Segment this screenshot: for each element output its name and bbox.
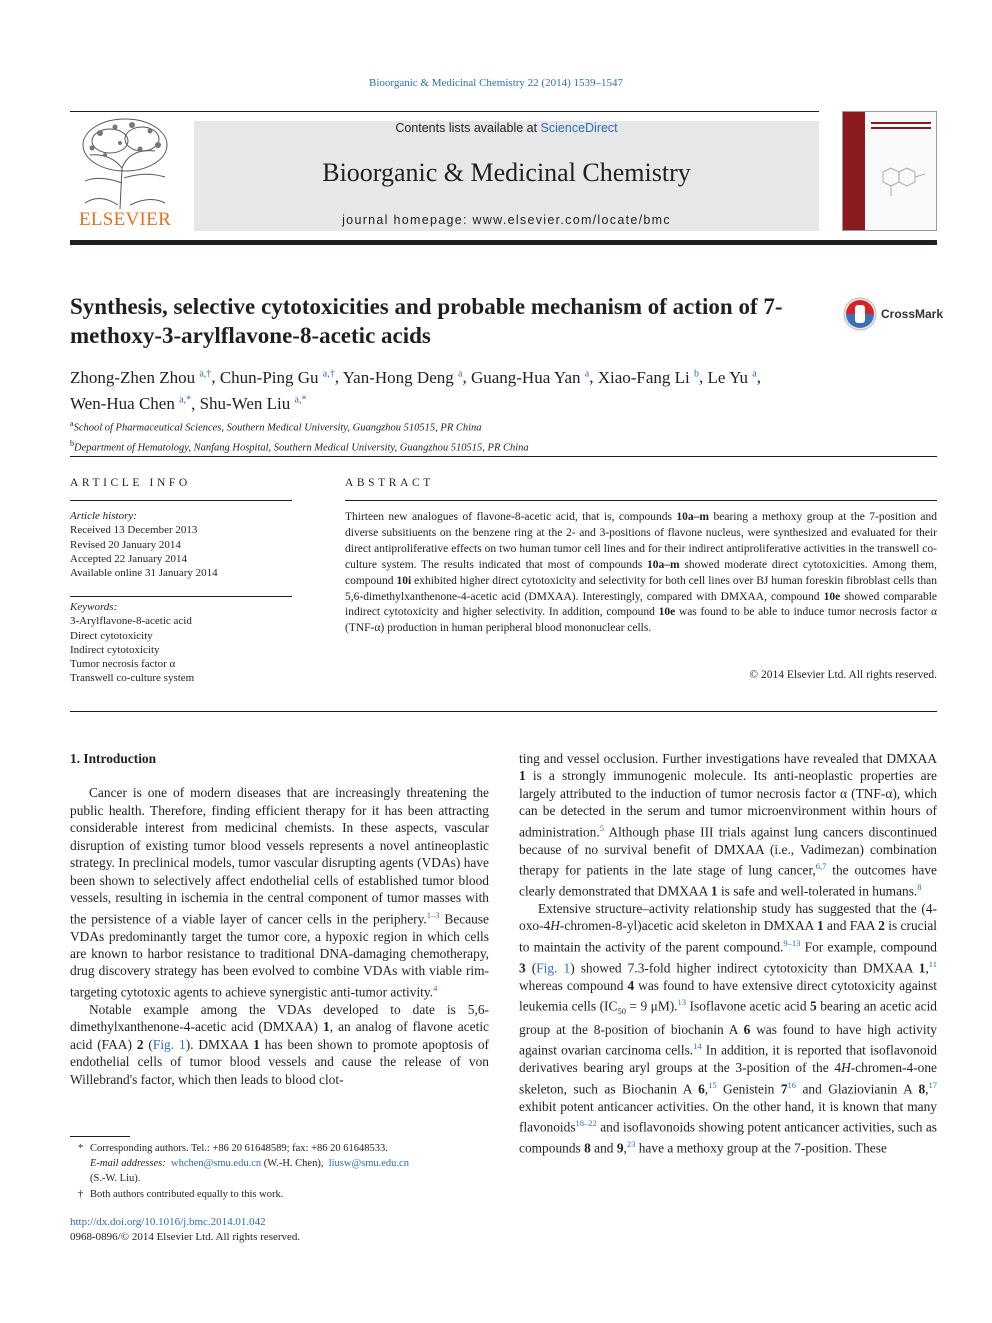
paragraph: Cancer is one of modern diseases that are increasingly threatening the public health. Therefore, finding efficient therapy for it has been attracting considerable interest from medicinal chemists. In these aspects, vascular disruption of existing tumor blood vessels represents a novel antineoplastic strategy. In preclinical models, tumor vascular disrupting agents (VDAs) have been shown to selectively affect endothelial cells of established tumor blood vessels, resulting in ischemia in the central component of tumor masses with the persistence of a viable layer of cancer cells in the periphery.$^{1-3}$ Because VDAs predominantly target the tumor core, a hypoxic region in which cells are known to harbor resistance to traditional DNA-damaging chemotherapy, drug discovery strategy has been evolved to combine VDAs with viable rim-targeting cytotoxic agents to achieve synergistic anti-tumor activity.$^4$ [70,785,489,1000]
body-column-right [519,750,937,1157]
elsevier-logo [70,113,180,233]
article-history [70,509,292,580]
footnote-emails: E-mail addresses: whchen@smu.edu.cn (W.-H. Chen), liusw@smu.edu.cn (S.-W. Liu). [90,1158,409,1185]
paragraph: ting and vessel occlusion. Further investigations have revealed that DMXAA 1 is a strongly immunogenic molecule. Its anti-neoplastic properties are largely attributed to the induction of tumor necrosis factor α (TNF-α), which can be detected in the serum and tumor microenvironment within hours of administration.$^5$ Although phase III trials against lung cancers discontinued because of no survival benefit of DMXAA (i.e., Vadimezan) combination therapy for patients in the late stage of lung cancer,$^{6,7}$ the outcomes have clearly demonstrated that DMXAA 1 is safe and well-tolerated in humans.$^8$ [519,751,937,899]
issn-copyright: 0968-0896/© 2014 Elsevier Ltd. All rights reserved. [70,1231,301,1243]
footnotes [70,1141,489,1202]
abstract-body: Thirteen new analogues of flavone-8-acetic acid, that is, compounds 10a–m bearing a methoxy group at the 7-position and diverse subsitiuents on the benzene ring at the 2- and 3-positions of flavone nucleus, were synthesized and evaluated for their direct antiproliferative effects on two human tumor cell lines and for their indirect antiproliferative activities in the transwell co-culture system. The results indicated that most of compounds 10a–m showed moderate direct cytotoxicities. Among them, compound 10i exhibited higher direct cytotoxicity and selectivity for both cell lines over BJ human foreskin fibroblast cells than 5,6-dimethylxanthenone-4-acetic acid (DMXAA). Interestingly, compared with DMXAA, compound 10e showed comparable indirect cytotoxicity and higher selectivity. In addition, compound 10e was found to be able to induce tumor necrosis factor α (TNF-α) production in human peripheral blood mononuclear cells. [345,511,937,635]
author-list: Zhong-Zhen Zhou $^{a,\dagger}$, Chun-Ping Gu $^{a,\dagger}$, Yan-Hong Deng $^a$, Guang-Hua Yan $^a$, Xiao-Fang Li $^b$, Le Yu $^a$, Wen-Hua Chen $^{a,*}$, Shu-Wen Liu $^{a,*}$ [70,367,761,414]
cover-title-lines [871,122,931,124]
footnote-divider [70,1136,130,1137]
history-accepted: Accepted 22 January 2014 [70,552,187,565]
abstract-copyright: © 2014 Elsevier Ltd. All rights reserved. [749,669,937,681]
author[interactable]: Wen-Hua Chen $^{a,*}$ [70,394,192,414]
footnote-corresponding: * Corresponding authors. Tel.: +86 20 61648589; fax: +86 20 61648533. [78,1143,388,1154]
author[interactable]: Chun-Ping Gu $^{a,\dagger}$ [219,367,335,387]
divider [345,500,937,501]
affiliations [70,416,937,455]
history-online: Available online 31 January 2014 [70,567,218,580]
header-thick-rule [70,240,937,245]
author[interactable]: Shu-Wen Liu $^{a,*}$ [199,394,307,414]
keyword: Direct cytotoxicity [70,629,153,642]
body-column-left [70,750,489,1088]
email-link[interactable]: liusw@smu.edu.cn [328,1158,409,1170]
author[interactable]: Le Yu $^a$ [707,367,757,387]
elsevier-wordmark: ELSEVIER [78,209,172,230]
keyword: Tumor necrosis factor α [70,658,176,671]
history-revised: Revised 20 January 2014 [70,538,181,551]
footnote-equal-contribution: † Both authors contributed equally to this work. [78,1188,284,1200]
keyword: Indirect cytotoxicity [70,643,160,656]
section-title: 1. Introduction [70,751,157,766]
author[interactable]: Xiao-Fang Li $^b$ [597,367,700,387]
elsevier-tree-icon [70,113,180,211]
keyword: Transwell co-culture system [70,672,195,685]
divider [70,711,937,712]
journal-homepage[interactable]: journal homepage: www.elsevier.com/locate/bmc [342,213,671,227]
journal-citation[interactable]: Bioorganic & Medicinal Chemistry 22 (2014) 1539–1547 [369,77,623,89]
paragraph: Notable example among the VDAs developed to date is 5,6-dimethylxanthenone-4-acetic acid (DMXAA) 1, an analog of flavone acetic acid (FAA) 2 (Fig. 1). DMXAA 1 has been shown to promote apoptosis of endothelial cells of tumor blood vessels and cause the release of von Willebrand's factor, which then leads to blood clot- [70,1001,489,1087]
divider [70,456,937,457]
journal-cover-thumbnail [842,111,937,231]
article-title: Synthesis, selective cytotoxicities and probable mechanism of action of 7-methoxy-3-arylflavone-8-acetic acids [70,294,783,348]
crossmark-badge[interactable] [843,297,943,333]
journal-title: Bioorganic & Medicinal Chemistry [322,158,691,187]
paragraph: Extensive structure–activity relationship study has suggested that the (4-oxo-4H-chromen-8-yl)acetic acid skeleton in DMXAA 1 and FAA 2 is crucial to maintain the activity of the parent compound.$^{9-13}$ For example, compound 3 (Fig. 1) showed 7.3-fold higher indirect cytotoxicity than DMXAA 1,11 whereas compound 4 was found to have extensive direct cytotoxicity against leukemia cells ($IC_{50} = 9$ μM).$^{13}$ Isoflavone acetic acid 5 bearing an acetic acid group at the 8-position of biochanin A 6 was found to have high activity against ovarian carcinoma cells.$^{14}$ In addition, it is reported that isoflavonoid derivatives bearing aryl groups at the 3-position of the 4H-chromen-4-one skeleton, such as Biochanin A 6,15 Genistein $7^{16}$ and Glaziovianin A 8,17 exhibit potent anticancer activities. On the other hand, it is known that many flavonoids$^{18-22}$ and isoflavonoids showing potent anticancer activities, such as compounds 8 and 9,23 have a methoxy group at the 7-position. These [519,901,937,1156]
article-info-heading: ARTICLE INFO [70,477,191,489]
crossmark-icon [843,297,877,331]
keywords-label: Keywords: [70,601,118,613]
affiliation: $^a$School of Pharmaceutical Sciences, Southern Medical University, Guangzhou 510515, PR China [70,419,482,434]
author[interactable]: Zhong-Zhen Zhou $^{a,\dagger}$ [70,367,212,387]
doi-link[interactable]: http://dx.doi.org/10.1016/j.bmc.2014.01.042 [70,1216,266,1228]
keywords [70,600,292,686]
cover-molecule-icon [873,162,928,202]
keyword: 3-Arylflavone-8-acetic acid [70,615,192,628]
author[interactable]: Yan-Hong Deng $^a$ [342,367,463,387]
history-received: Received 13 December 2013 [70,524,198,537]
abstract-heading: ABSTRACT [345,477,434,489]
contents-prefix: Contents lists available at [395,121,541,135]
contents-line [194,121,819,135]
history-label: Article history: [70,510,137,522]
cover-stripe [843,112,865,230]
article-doi [70,1215,300,1245]
crossmark-label: CrossMark [881,307,944,321]
affiliation: $^b$Department of Hematology, Nanfang Hospital, Southern Medical University, Guangzhou 510515, PR China [70,438,529,453]
sciencedirect-link[interactable]: ScienceDirect [540,121,618,135]
email-link[interactable]: whchen@smu.edu.cn [170,1158,262,1170]
header-divider [70,111,819,112]
divider [70,596,292,597]
divider [70,500,292,501]
author[interactable]: Guang-Hua Yan $^a$ [470,367,590,387]
